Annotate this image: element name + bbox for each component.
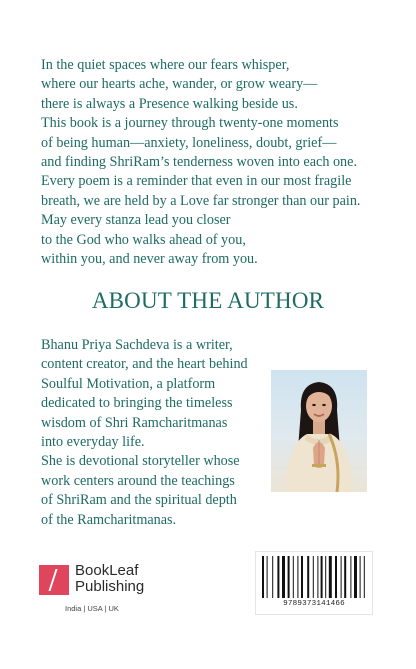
publisher-name-line1: BookLeaf xyxy=(75,562,139,579)
bio-line: She is devotional storyteller whose xyxy=(41,453,240,470)
barcode-bar xyxy=(293,556,294,598)
barcode-bar xyxy=(354,556,357,598)
blurb-line: within you, and never away from you. xyxy=(41,251,258,268)
barcode-bar xyxy=(313,556,314,598)
bio-line: Soulful Motivation, a platform xyxy=(41,375,216,392)
barcode-bar xyxy=(344,556,346,598)
blurb-line: This book is a journey through twenty-one moments xyxy=(41,115,339,132)
bookleaf-logo-icon xyxy=(39,565,69,595)
bio-line: wisdom of Shri Ramcharitmanas xyxy=(41,414,228,431)
isbn-barcode xyxy=(255,551,373,615)
bio-line: dedicated to bringing the timeless xyxy=(41,395,233,412)
barcode-bar xyxy=(307,556,309,598)
barcode-icon xyxy=(261,556,367,598)
bio-line: of ShriRam and the spiritual depth xyxy=(41,492,237,509)
publisher-name xyxy=(75,563,144,595)
barcode-bar xyxy=(301,556,303,598)
publisher-tagline: India | USA | UK xyxy=(65,604,119,613)
publisher-logo xyxy=(39,562,179,615)
bio-line: work centers around the teachings xyxy=(41,472,235,489)
author-photo xyxy=(271,370,367,492)
barcode-bar xyxy=(325,556,326,598)
barcode-bar xyxy=(288,556,290,598)
blurb-line: Every poem is a reminder that even in our most fragile xyxy=(41,173,352,190)
bio-line: into everyday life. xyxy=(41,434,145,451)
blurb-line: breath, we are held by a Love far stronger than our pain. xyxy=(41,192,361,209)
barcode-bar xyxy=(360,556,361,598)
barcode-bar xyxy=(277,556,279,598)
barcode-bar xyxy=(364,556,365,598)
bio-line: of the Ramcharitmanas. xyxy=(41,511,177,528)
barcode-bar xyxy=(350,556,351,598)
barcode-bar xyxy=(335,556,337,598)
barcode-bar xyxy=(329,556,332,598)
blurb-line: and finding ShriRam’s tenderness woven into each one. xyxy=(41,154,357,171)
publisher-name-line2: Publishing xyxy=(75,578,145,595)
barcode-bar xyxy=(272,556,273,598)
barcode-bar xyxy=(262,556,264,598)
blurb-line: May every stanza lead you closer xyxy=(41,212,231,229)
blurb-line: In the quiet spaces where our fears whisper, xyxy=(41,57,290,73)
barcode-bar xyxy=(282,556,285,598)
isbn-number: 9789373141466 xyxy=(283,600,345,608)
barcode-bar xyxy=(267,556,268,598)
barcode-bar xyxy=(317,556,318,598)
barcode-bar xyxy=(321,556,323,598)
barcode-bar xyxy=(297,556,298,598)
back-cover-blurb xyxy=(41,56,391,269)
barcode-bar xyxy=(341,556,342,598)
blurb-line: to the God who walks ahead of you, xyxy=(41,231,246,248)
bio-line: Bhanu Priya Sachdeva is a writer, xyxy=(41,337,233,353)
blurb-line: there is always a Presence walking beside us. xyxy=(41,95,298,112)
blurb-line: where our hearts ache, wander, or grow weary— xyxy=(41,76,318,93)
about-author-heading: ABOUT THE AUTHOR xyxy=(91,288,325,313)
blurb-line: of being human—anxiety, loneliness, doubt, grief— xyxy=(41,134,337,151)
author-bio xyxy=(41,336,266,530)
bio-line: content creator, and the heart behind xyxy=(41,356,248,373)
